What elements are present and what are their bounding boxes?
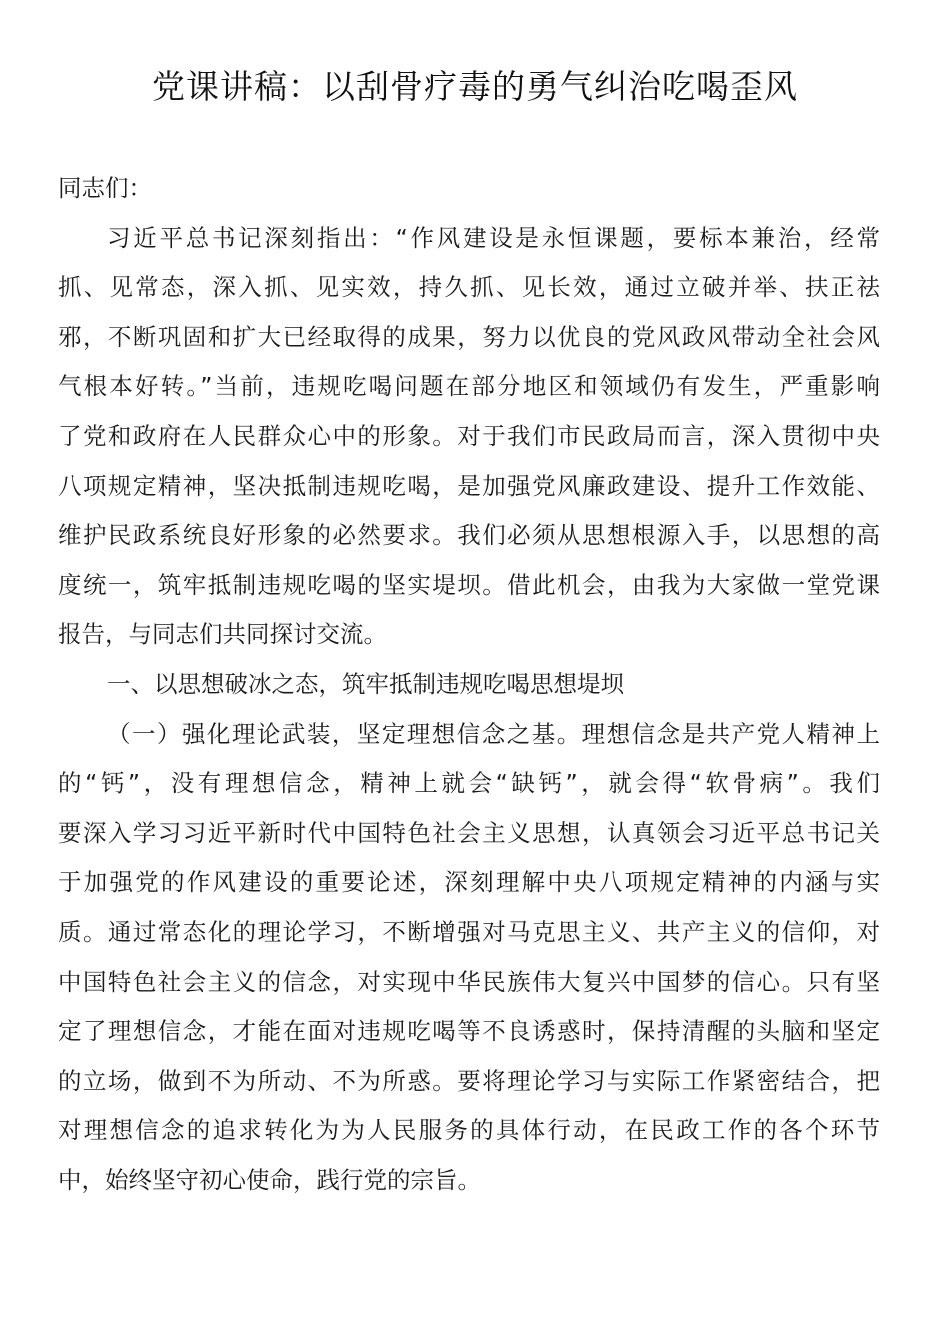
section-1-heading: 一、以思想破冰之态，筑牢抵制违规吃喝思想堤坝 — [107, 669, 624, 698]
paragraph-1-line-5: 了党和政府在人民群众心中的形象。对于我们市民政局而言，深入贯彻中央 — [58, 421, 880, 450]
document-title: 党课讲稿：以刮骨疗毒的勇气纠治吃喝歪风 — [152, 67, 798, 106]
paragraph-2-line-9: 对理想信念的追求转化为为人民服务的具体行动，在民政工作的各个环节 — [58, 1116, 880, 1145]
document-body — [58, 164, 880, 1205]
paragraph-2-line-1: （一）强化理论武装，坚定理想信念之基。理想信念是共产党人精神上 — [107, 719, 880, 748]
paragraph-1-line-2: 抓、见常态，深入抓、见实效，持久抓、见长效，通过立破并举、扶正祛 — [58, 273, 880, 302]
paragraph-2-line-4: 于加强党的作风建设的重要论述，深刻理解中央八项规定精神的内涵与实 — [58, 868, 880, 897]
paragraph-2-line-7: 定了理想信念，才能在面对违规吃喝等不良诱惑时，保持清醒的头脑和坚定 — [58, 1017, 880, 1046]
paragraph-2-line-6: 中国特色社会主义的信念，对实现中华民族伟大复兴中国梦的信心。只有坚 — [58, 967, 880, 996]
paragraph-2-line-5: 质。通过常态化的理论学习，不断增强对马克思主义、共产主义的信仰，对 — [58, 917, 880, 946]
paragraph-2-line-2: 的“钙”，没有理想信念，精神上就会“缺钙”，就会得“软骨病”。我们 — [58, 769, 880, 798]
paragraph-1-line-7: 维护民政系统良好形象的必然要求。我们必须从思想根源入手，以思想的高 — [58, 521, 880, 550]
paragraph-1-line-6: 八项规定精神，坚决抵制违规吃喝，是加强党风廉政建设、提升工作效能、 — [58, 471, 880, 500]
paragraph-1-line-8: 度统一，筑牢抵制违规吃喝的坚实堤坝。借此机会，由我为大家做一堂党课 — [58, 570, 880, 599]
paragraph-1-line-1: 习近平总书记深刻指出：“作风建设是永恒课题，要标本兼治，经常 — [107, 223, 880, 252]
salutation: 同志们： — [58, 174, 152, 202]
paragraph-2-line-10: 中，始终坚守初心使命，践行党的宗旨。 — [58, 1165, 481, 1194]
paragraph-2-line-8: 的立场，做到不为所动、不为所惑。要将理论学习与实际工作紧密结合，把 — [58, 1066, 880, 1095]
paragraph-2-line-3: 要深入学习习近平新时代中国特色社会主义思想，认真领会习近平总书记关 — [58, 818, 880, 847]
paragraph-1-line-3: 邪，不断巩固和扩大已经取得的成果，努力以优良的党风政风带动全社会风 — [58, 322, 880, 351]
paragraph-1-line-4: 气根本好转。”当前，违规吃喝问题在部分地区和领域仍有发生，严重影响 — [58, 372, 880, 401]
paragraph-1-line-9: 报告，与同志们共同探讨交流。 — [58, 620, 387, 649]
